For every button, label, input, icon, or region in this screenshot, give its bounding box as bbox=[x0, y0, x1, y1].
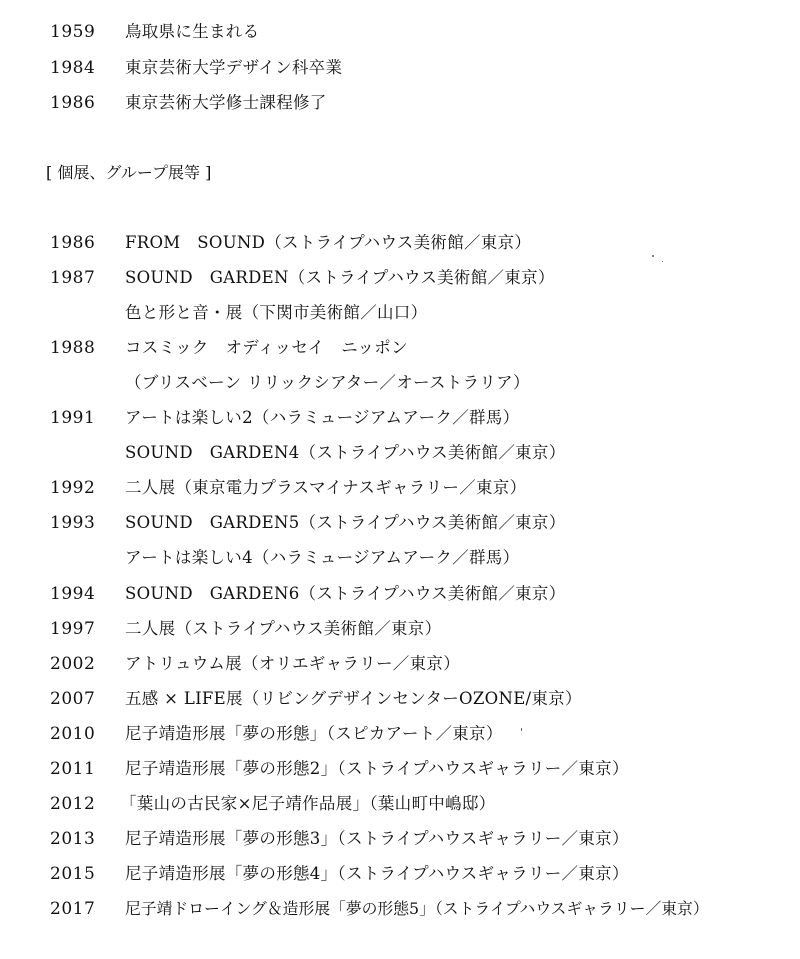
exhibition-year: 1986 bbox=[50, 233, 96, 253]
exhibition-year: 1987 bbox=[50, 268, 96, 288]
bio-text: 東京芸術大学修士課程修了 bbox=[125, 93, 327, 112]
exhibition-text: 尼子靖造形展「夢の形態2」（ストライプハウスギャラリー／東京） bbox=[125, 759, 629, 778]
exhibition-year: 1988 bbox=[50, 338, 96, 358]
exhibition-text: 尼子靖造形展「夢の形態」（スピカアート／東京） bbox=[125, 724, 503, 743]
exhibition-text: アートは楽しい2（ハラミュージアムアーク／群馬） bbox=[125, 408, 520, 427]
exhibition-text: 二人展（東京電力プラスマイナスギャラリー／東京） bbox=[125, 478, 527, 497]
exhibition-year: 1994 bbox=[50, 584, 96, 604]
exhibition-year: 2011 bbox=[50, 759, 96, 779]
exhibition-year: 2017 bbox=[50, 899, 96, 919]
exhibition-year: 1991 bbox=[50, 408, 96, 428]
exhibition-text: 尼子靖造形展「夢の形態4」（ストライプハウスギャラリー／東京） bbox=[125, 864, 629, 883]
exhibition-year: 2010 bbox=[50, 724, 96, 744]
exhibition-text: SOUND GARDEN4（ストライプハウス美術館／東京） bbox=[125, 443, 566, 462]
section-heading: [ 個展、グループ展等 ] bbox=[46, 163, 212, 182]
exhibition-text: アトリュウム展（オリエギャラリー／東京） bbox=[125, 654, 461, 673]
scan-speck bbox=[662, 261, 663, 262]
exhibition-year: 2002 bbox=[50, 654, 96, 674]
exhibition-year: 1997 bbox=[50, 619, 96, 639]
exhibition-text: 五感 × LIFE展（リビングデザインセンターOZONE/東京） bbox=[125, 689, 582, 708]
bio-year: 1959 bbox=[50, 22, 96, 42]
bio-year: 1984 bbox=[50, 58, 96, 78]
exhibition-text: アートは楽しい4（ハラミュージアムアーク／群馬） bbox=[125, 548, 520, 567]
exhibition-text: FROM SOUND（ストライプハウス美術館／東京） bbox=[125, 233, 532, 252]
exhibition-text: 「葉山の古民家×尼子靖作品展」（葉山町中嶋邸） bbox=[120, 794, 496, 813]
exhibition-text: SOUND GARDEN5（ストライプハウス美術館／東京） bbox=[125, 513, 566, 532]
exhibition-text: SOUND GARDEN6（ストライプハウス美術館／東京） bbox=[125, 584, 566, 603]
exhibition-year: 2015 bbox=[50, 864, 96, 884]
exhibition-text: 尼子靖造形展「夢の形態3」（ストライプハウスギャラリー／東京） bbox=[125, 829, 629, 848]
exhibition-text: SOUND GARDEN（ストライプハウス美術館／東京） bbox=[125, 268, 555, 287]
exhibition-year: 1992 bbox=[50, 478, 96, 498]
exhibition-text: 色と形と音・展（下関市美術館／山口） bbox=[125, 303, 428, 322]
bio-year: 1986 bbox=[50, 93, 96, 113]
bio-text: 東京芸術大学デザイン科卒業 bbox=[125, 58, 343, 77]
bio-text: 鳥取県に生まれる bbox=[125, 22, 260, 41]
exhibition-year: 1993 bbox=[50, 513, 96, 533]
exhibition-text: コスミック オディッセイ ニッポン bbox=[125, 338, 408, 357]
exhibition-text: 尼子靖ドローイング＆造形展「夢の形態5」（ストライプハウスギャラリー／東京） bbox=[125, 899, 709, 918]
scan-speck bbox=[652, 255, 654, 257]
scan-speck bbox=[521, 728, 522, 731]
exhibition-year: 2007 bbox=[50, 689, 96, 709]
exhibition-text: （ブリスベーン リリックシアター／オーストラリア） bbox=[125, 373, 530, 392]
exhibition-text: 二人展（ストライプハウス美術館／東京） bbox=[125, 619, 442, 638]
exhibition-year: 2012 bbox=[50, 794, 96, 814]
exhibition-year: 2013 bbox=[50, 829, 96, 849]
